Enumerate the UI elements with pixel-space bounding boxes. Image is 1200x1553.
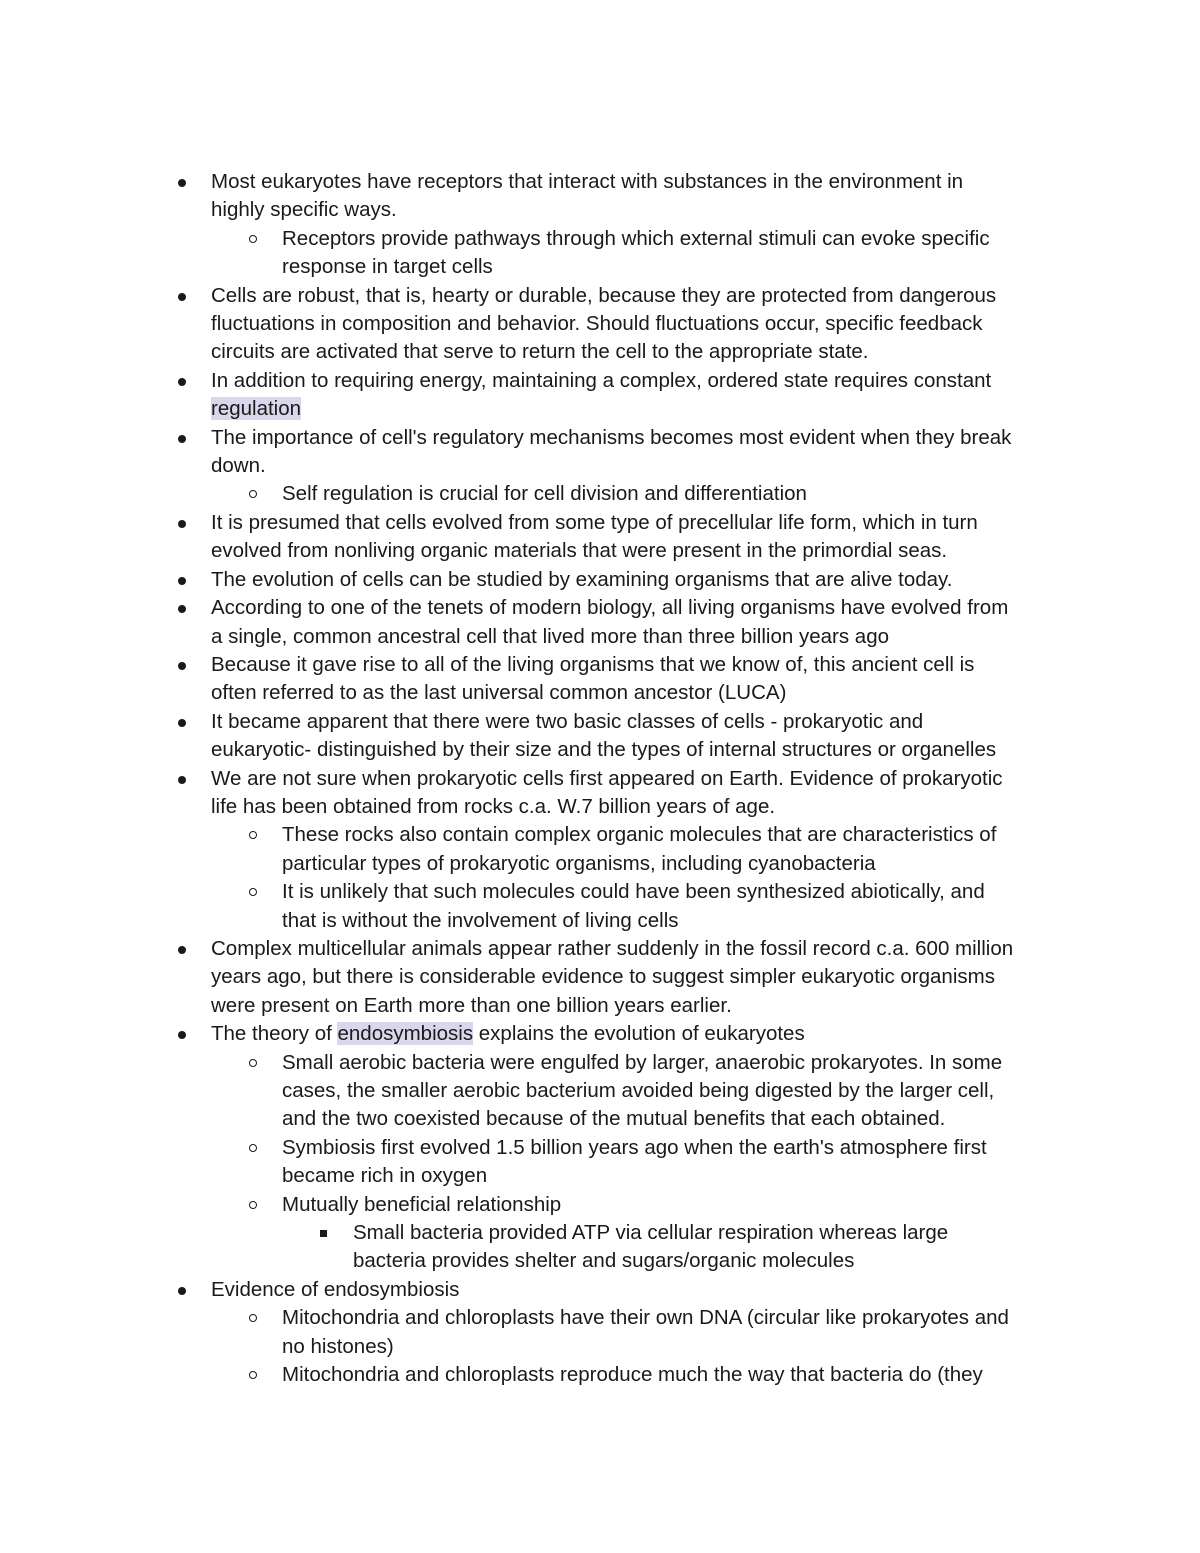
list-item — [0, 367, 1200, 424]
list-item-text: cases, the smaller aerobic bacterium avoided being digested by the larger cell, — [282, 1079, 995, 1102]
bullet-list — [0, 168, 1200, 1389]
filled-circle-bullet-icon — [178, 776, 186, 784]
list-item — [0, 708, 1200, 765]
filled-circle-bullet-icon — [178, 605, 186, 613]
list-item-text: eukaryotic- distinguished by their size and the types of internal structures or organelles — [211, 738, 997, 762]
list-item-text: and the two coexisted because of the mutual benefits that each obtained. — [282, 1107, 946, 1131]
list-item-text: It became apparent that there were two basic classes of cells - prokaryotic and — [211, 709, 924, 733]
hollow-circle-bullet-icon — [249, 831, 257, 839]
list-item-text — [211, 1020, 1200, 1048]
list-item-text: bacteria provides shelter and sugars/organic molecules — [353, 1249, 855, 1273]
list-item-text: that is without the involvement of living cells — [282, 908, 679, 932]
list-item — [0, 225, 1200, 282]
list-item — [0, 1020, 1200, 1048]
filled-circle-bullet-icon — [178, 435, 186, 443]
list-item — [0, 594, 1200, 651]
hollow-circle-bullet-icon — [249, 235, 257, 243]
list-item — [0, 821, 1200, 878]
list-item — [0, 480, 1200, 508]
list-item-text: Small bacteria provided ATP via cellular respiration whereas large — [353, 1221, 949, 1245]
list-item-text: Mitochondria and chloroplasts have their own DNA (circular like prokaryotes and — [282, 1306, 1009, 1330]
list-item-text: We are not sure when prokaryotic cells first appeared on Earth. Evidence of prokaryotic — [211, 766, 1003, 790]
hollow-circle-bullet-icon — [249, 1314, 257, 1322]
list-item-text — [211, 395, 1200, 423]
list-item-text: The evolution of cells can be studied by examining organisms that are alive today. — [211, 567, 953, 591]
list-item-text: Cells are robust, that is, hearty or durable, because they are protected from dangerous — [211, 283, 997, 307]
list-item-text: were present on Earth more than one billion years earlier. — [211, 993, 732, 1017]
list-item — [0, 509, 1200, 566]
list-item-text: These rocks also contain complex organic molecules that are characteristics of — [282, 823, 997, 847]
hollow-circle-bullet-icon — [249, 1144, 257, 1152]
list-item-text: It is presumed that cells evolved from some type of precellular life form, which in turn — [211, 510, 978, 534]
hollow-circle-bullet-icon — [249, 490, 257, 498]
list-item-text: Complex multicellular animals appear rather suddenly in the fossil record c.a. 600 million — [211, 936, 1014, 960]
list-item-text: Because it gave rise to all of the living organisms that we know of, this ancient cell is — [211, 652, 975, 676]
list-item-text: Evidence of endosymbiosis — [211, 1277, 460, 1301]
list-item-text: often referred to as the last universal common ancestor (LUCA) — [211, 681, 787, 705]
square-bullet-icon — [320, 1230, 327, 1237]
list-item — [0, 424, 1200, 481]
list-item-text: Symbiosis first evolved 1.5 billion years ago when the earth's atmosphere first — [282, 1135, 987, 1159]
list-item — [0, 1049, 1200, 1134]
list-item-text: highly specific ways. — [211, 198, 397, 222]
list-item — [0, 1191, 1200, 1219]
list-item-text-after: explains the evolution of eukaryotes — [473, 1022, 805, 1046]
list-item — [0, 566, 1200, 594]
list-item-text: no histones) — [282, 1334, 394, 1358]
highlighted-term: regulation — [211, 397, 302, 421]
filled-circle-bullet-icon — [178, 520, 186, 528]
list-item-text: down. — [211, 454, 266, 478]
list-item — [0, 1276, 1200, 1304]
list-item-text: response in target cells — [282, 255, 493, 279]
filled-circle-bullet-icon — [178, 1287, 186, 1295]
list-item-text: became rich in oxygen — [282, 1164, 488, 1188]
list-item-text: years ago, but there is considerable evidence to suggest simpler eukaryotic organisms — [211, 965, 995, 989]
list-item-text: fluctuations in composition and behavior. Should fluctuations occur, specific feedback — [211, 312, 983, 336]
list-item — [0, 168, 1200, 225]
list-item-text: It is unlikely that such molecules could have been synthesized abiotically, and — [282, 880, 985, 904]
highlighted-term: endosymbiosis — [337, 1022, 474, 1046]
list-item-text-before: The theory of — [211, 1022, 338, 1046]
list-item — [0, 878, 1200, 935]
filled-circle-bullet-icon — [178, 946, 186, 954]
filled-circle-bullet-icon — [178, 293, 186, 301]
list-item — [0, 1219, 1200, 1276]
list-item-text: Receptors provide pathways through which external stimuli can evoke specific — [282, 226, 990, 250]
list-item-text: According to one of the tenets of modern biology, all living organisms have evolved from — [211, 596, 1009, 620]
list-item — [0, 1134, 1200, 1191]
list-item-text: evolved from nonliving organic materials that were present in the primordial seas. — [211, 539, 948, 563]
list-item-text: Mitochondria and chloroplasts reproduce much the way that bacteria do (they — [282, 1363, 983, 1387]
filled-circle-bullet-icon — [178, 179, 186, 187]
list-item-text: Most eukaryotes have receptors that interact with substances in the environment in — [211, 170, 964, 193]
list-item-text: circuits are activated that serve to return the cell to the appropriate state. — [211, 340, 869, 364]
hollow-circle-bullet-icon — [249, 888, 257, 896]
hollow-circle-bullet-icon — [249, 1059, 257, 1067]
list-item — [0, 765, 1200, 822]
filled-circle-bullet-icon — [178, 577, 186, 585]
list-item-text: Small aerobic bacteria were engulfed by larger, anaerobic prokaryotes. In some — [282, 1050, 1003, 1074]
hollow-circle-bullet-icon — [249, 1371, 257, 1379]
list-item — [0, 1361, 1200, 1389]
filled-circle-bullet-icon — [178, 1031, 186, 1039]
list-item-text: The importance of cell's regulatory mechanisms becomes most evident when they break — [211, 425, 1012, 449]
list-item — [0, 935, 1200, 1020]
list-item — [0, 651, 1200, 708]
filled-circle-bullet-icon — [178, 662, 186, 670]
list-item — [0, 282, 1200, 367]
filled-circle-bullet-icon — [178, 378, 186, 386]
list-item-text: particular types of prokaryotic organisms, including cyanobacteria — [282, 851, 876, 875]
list-item — [0, 1304, 1200, 1361]
list-item-text: Self regulation is crucial for cell division and differentiation — [282, 482, 807, 506]
list-item-text: Mutually beneficial relationship — [282, 1192, 562, 1216]
hollow-circle-bullet-icon — [249, 1201, 257, 1209]
list-item-text: a single, common ancestral cell that lived more than three billion years ago — [211, 624, 889, 648]
list-item-text: In addition to requiring energy, maintaining a complex, ordered state requires constant — [211, 368, 992, 392]
list-item-text: life has been obtained from rocks c.a. W.7 billion years of age. — [211, 794, 776, 818]
filled-circle-bullet-icon — [178, 719, 186, 727]
